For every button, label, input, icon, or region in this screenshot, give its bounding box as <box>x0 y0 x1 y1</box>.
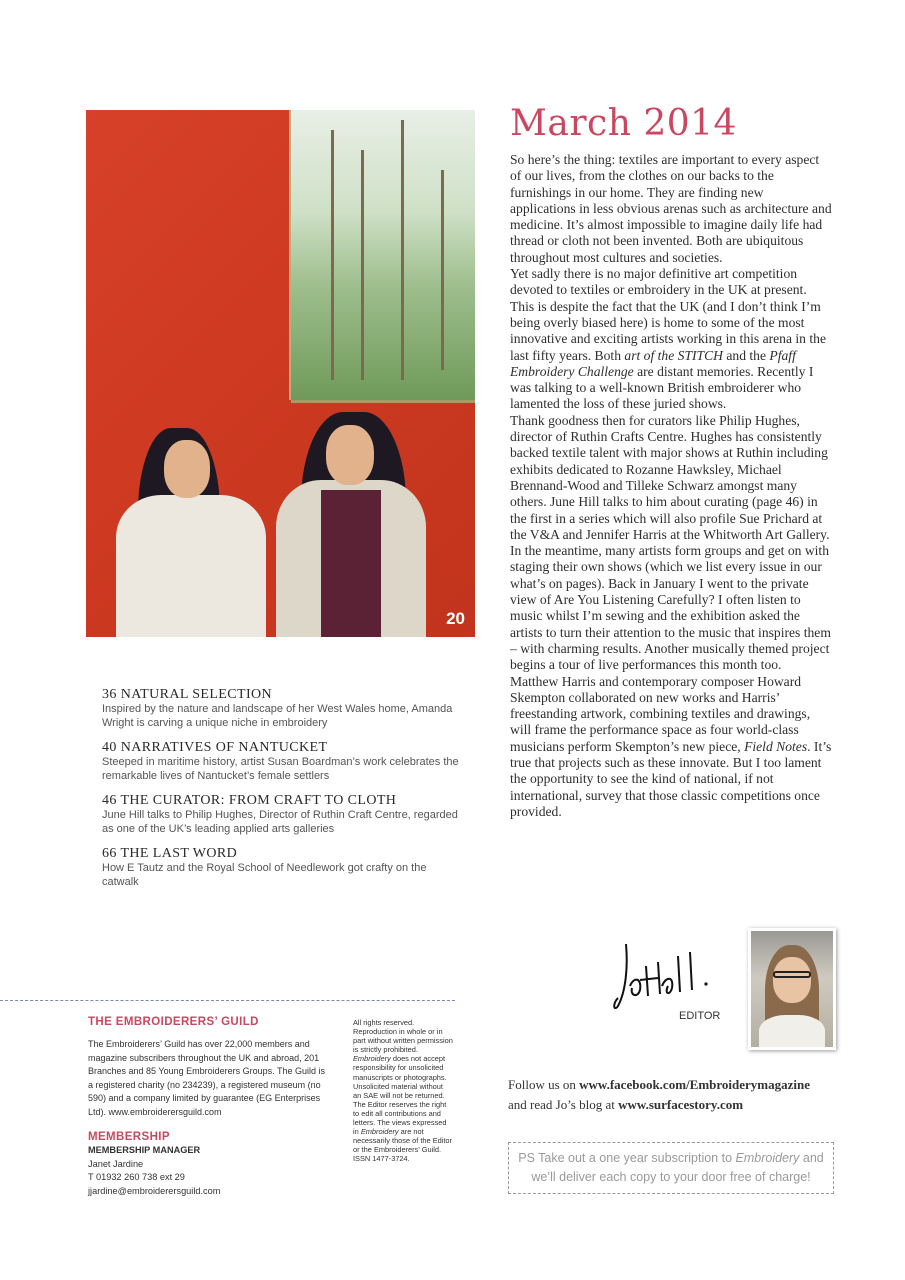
article-paragraph: Thank goodness then for curators like Philip Hughes, director of Ruthin Crafts Centre. Hughes has consistently backed textile talent with major shows at Ruthin including exhibits dedicated to Rozanne Hawksley, Michael Brennand-Wood and Tilleke Schwarz amongst many others. June Hill talks to him about curating (page 46) in the first in a series which will also profile Sue Prichard at the V&A and Jennifer Harris at the Whitworth Art Gallery. <box>510 412 830 542</box>
editor-label: EDITOR <box>679 1010 721 1022</box>
editorial-article <box>510 152 832 820</box>
contents-description: June Hill talks to Philip Hughes, Director of Ruthin Craft Centre, regarded as one of the UK’s leading applied arts galleries <box>102 809 458 835</box>
contents-item[interactable] <box>102 686 462 730</box>
page-number-badge: 20 <box>446 609 465 628</box>
contents-item[interactable] <box>102 845 462 889</box>
contents-item[interactable] <box>102 739 462 783</box>
editor-signature <box>612 936 722 1016</box>
contents-heading[interactable]: 36 NATURAL SELECTION <box>102 687 273 702</box>
page-title: March 2014 <box>510 103 737 144</box>
facebook-link[interactable]: www.facebook.com/Embroiderymagazine <box>579 1077 811 1092</box>
guild-description: The Embroiderers’ Guild has over 22,000 members and magazine subscribers throughout the UK and abroad, 201 Branches and 85 Young Embroiderers Groups. The Guild is a registered charity (no 234239), a registered museum (no 590) and a company limited by guarantee (EG Enterprises Ltd). www.embroiderersguild.com <box>88 1039 325 1117</box>
article-paragraph: So here’s the thing: textiles are important to every aspect of our lives, from the clothes on our backs to the furnishings in our home. They are finding new applications in less obvious arenas such as architecture and medicine. It’s almost impossible to imagine daily life had thread or cloth not been invented. Both are ubiquitous throughout most cultures and societies. <box>510 152 832 265</box>
guild-info <box>88 1016 328 1120</box>
contents-heading[interactable]: 40 NARRATIVES OF NANTUCKET <box>102 740 328 755</box>
membership-name: Janet Jardine <box>88 1158 144 1169</box>
contents-heading[interactable]: 66 THE LAST WORD <box>102 846 238 861</box>
blog-link[interactable]: www.surfacestory.com <box>618 1097 744 1112</box>
membership-heading: MEMBERSHIP <box>88 1131 170 1143</box>
facebook-line: Follow us on www.facebook.com/Embroiderymagazine <box>508 1077 811 1092</box>
contents-description: Inspired by the nature and landscape of her West Wales home, Amanda Wright is carving a unique niche in embroidery <box>102 703 453 729</box>
contents-description: Steeped in maritime history, artist Susan Boardman’s work celebrates the remarkable lives of Nantucket’s female settlers <box>102 756 459 782</box>
guild-heading: THE EMBROIDERERS’ GUILD <box>88 1016 259 1028</box>
membership-info <box>88 1131 328 1198</box>
editor-portrait <box>748 928 836 1050</box>
contents-list <box>102 686 462 898</box>
membership-email-link[interactable]: jjardine@embroiderersguild.com <box>88 1185 221 1196</box>
cover-photo <box>86 110 475 637</box>
section-divider <box>0 1000 455 1001</box>
blog-line: and read Jo’s blog at www.surfacestory.com <box>508 1097 744 1112</box>
article-paragraph: In the meantime, many artists form groups and get on with staging their own shows (which we list every issue in our what’s on pages). Back in January I went to the private view of Are You Listening Carefully? I often listen to music whilst I’m sewing and the exhibition asked the artists to turn their attention to the music that inspires them – with charming results. Another musically themed project begins a tour of live performances this month too. Matthew Harris and contemporary composer Howard Skempton collaborated on new works and Harris’ freestanding artwork, combining textiles and drawings, will frame the performance space as four world-class musicians perform Skempton’s new piece, Field Notes. It’s true that projects such as these innovate. But I too lament the opportunity to see the kind of national, if not international, survey that those classic competitions once provided. <box>510 543 832 819</box>
rights-notice: All rights reserved. Reproduction in whole or in part without written permission is strictly prohibited. Embroidery does not accept responsibility for unsolicited manuscripts or photographs. Unsolicited material without an SAE will not be returned. The Editor reserves the right to edit all contributions and letters. The views expressed in Embroidery are not necessarily those of the Editor or the Embroiderers’ Guild. ISSN 1477-3724. <box>353 1018 453 1164</box>
membership-role: MEMBERSHIP MANAGER <box>88 1145 201 1155</box>
subscription-box[interactable]: PS Take out a one year subscription to Embroidery and we’ll deliver each copy to your door free of charge! <box>508 1142 834 1194</box>
contents-heading[interactable]: 46 THE CURATOR: FROM CRAFT TO CLOTH <box>102 793 397 808</box>
follow-links <box>508 1075 848 1115</box>
painting-artwork <box>291 110 475 400</box>
contents-description: How E Tautz and the Royal School of Needlework got crafty on the catwalk <box>102 862 427 888</box>
article-paragraph: Yet sadly there is no major definitive art competition devoted to textiles or embroidery in the UK at present. This is despite the fact that the UK (and I don’t think I’m being overly biased here) is home to some of the most innovative and exciting artists working in this arena in the last fifty years. Both art of the STITCH and the Pfaff Embroidery Challenge are distant memories. Recently I was talking to a well-known British embroiderer who lamented the loss of these juried shows. <box>510 266 826 412</box>
contents-item[interactable] <box>102 792 462 836</box>
membership-phone: T 01932 260 738 ext 29 <box>88 1172 185 1182</box>
